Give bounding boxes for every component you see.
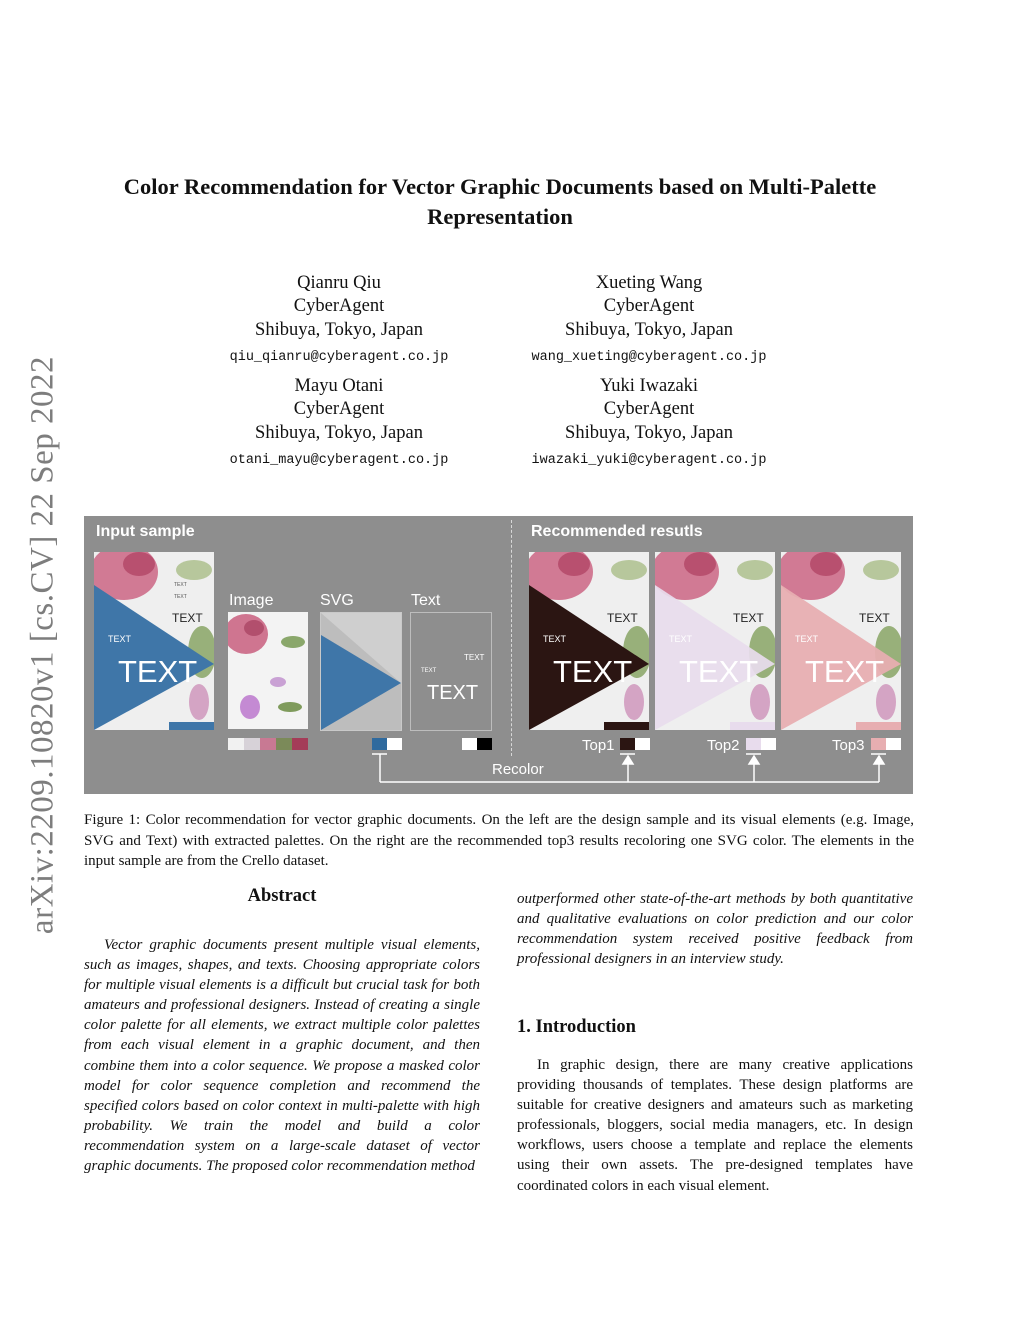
intro-text: In graphic design, there are many creative applications providing thousands of templates. These design platforms are suitable for creative designers and amateurs such as marketing professionals, bloggers, social media managers, etc. In design workflows, users choose a template and replace the elements using their own assets. The pre-designed templates have coordinated colors in each visual element. bbox=[517, 1057, 913, 1194]
abstract-text-continued: outperformed other state-of-the-art methods by both quantitative and qualitative evaluations on color prediction and our color recommendation system received positive feedback from professional designers in an interview study. bbox=[517, 891, 913, 968]
poster-text-tiny: TEXT bbox=[174, 582, 187, 588]
top3-label: Top3 bbox=[832, 737, 865, 754]
author-email[interactable]: iwazaki_yuki@cyberagent.co.jp bbox=[531, 452, 767, 468]
author-name: Qianru Qiu bbox=[297, 273, 381, 293]
author-location: Shibuya, Tokyo, Japan bbox=[255, 319, 423, 340]
svg-label: SVG bbox=[320, 592, 354, 609]
figure-1 bbox=[84, 516, 913, 794]
poster-text-big: TEXT bbox=[118, 654, 198, 689]
poster-text-big: TEXT bbox=[805, 654, 885, 689]
recolor-label: Recolor bbox=[492, 761, 544, 778]
author-location: Shibuya, Tokyo, Japan bbox=[565, 319, 733, 340]
author-block bbox=[499, 272, 799, 369]
arxiv-side-label: arXiv:2209.10820v1 [cs.CV] 22 Sep 2022 bbox=[24, 355, 61, 935]
poster-text-big: TEXT bbox=[553, 654, 633, 689]
recolor-arrows bbox=[84, 516, 913, 794]
poster-text-small: TEXT bbox=[543, 634, 567, 644]
author-org: CyberAgent bbox=[603, 399, 695, 420]
author-email[interactable]: otani_mayu@cyberagent.co.jp bbox=[229, 452, 449, 468]
author-email[interactable]: qiu_qianru@cyberagent.co.jp bbox=[229, 349, 449, 365]
poster-text-big: TEXT bbox=[679, 654, 759, 689]
poster-text-small: TEXT bbox=[669, 634, 693, 644]
abstract-text: Vector graphic documents present multiple visual elements, such as images, shapes, and texts. Choosing appropriate colors for multiple visual elements is a difficult but crucial task for both amateurs and professional designers. Instead of creating a single color palette for all elements, we extract multiple color palettes from each visual element in a graphic document, and then combine them into a color sequence. We propose a masked color model for color sequence completion and recommend the specified colors based on color context in multi-palette with high probability. We train the model and build a color recommendation system on a large-scale dataset of vector graphic documents. The proposed color recommendation method bbox=[84, 937, 480, 1175]
author-name: Mayu Otani bbox=[294, 376, 384, 396]
recommended-results-label: Recommended resutls bbox=[531, 523, 703, 540]
author-block bbox=[189, 272, 489, 369]
author-org: CyberAgent bbox=[293, 296, 385, 317]
poster-text-small: TEXT bbox=[733, 611, 764, 625]
author-block bbox=[499, 375, 799, 472]
poster-text-tiny: TEXT bbox=[464, 653, 485, 662]
author-location: Shibuya, Tokyo, Japan bbox=[565, 422, 733, 443]
author-org: CyberAgent bbox=[293, 399, 385, 420]
poster-text-small: TEXT bbox=[108, 634, 132, 644]
poster-text-small: TEXT bbox=[795, 634, 819, 644]
author-email[interactable]: wang_xueting@cyberagent.co.jp bbox=[531, 349, 767, 365]
poster-text-small: TEXT bbox=[607, 611, 638, 625]
poster-text-small: TEXT bbox=[172, 611, 203, 625]
author-block bbox=[189, 375, 489, 472]
poster-text-tiny: TEXT bbox=[174, 594, 187, 600]
author-location: Shibuya, Tokyo, Japan bbox=[255, 422, 423, 443]
top2-label: Top2 bbox=[707, 737, 740, 754]
image-label: Image bbox=[229, 592, 274, 609]
author-name: Xueting Wang bbox=[595, 273, 703, 293]
author-org: CyberAgent bbox=[603, 296, 695, 317]
paper-title: Color Recommendation for Vector Graphic Documents based on Multi-Palette Representation bbox=[123, 174, 877, 229]
poster-text-big: TEXT bbox=[427, 682, 479, 704]
top1-label: Top1 bbox=[582, 737, 615, 754]
abstract-heading: Abstract bbox=[247, 886, 317, 906]
poster-text-tiny: TEXT bbox=[421, 668, 437, 674]
poster-text-small: TEXT bbox=[859, 611, 890, 625]
figure-caption: Figure 1: Color recommendation for vector graphic documents. On the left are the design sample and its visual elements (e.g. Image, SVG and Text) with extracted palettes. On the right are the recommended top3 results recoloring one SVG color. The elements in the input sample are from the Crello dataset. bbox=[84, 812, 914, 869]
text-label: Text bbox=[411, 592, 441, 609]
section-heading: 1. Introduction bbox=[517, 1017, 636, 1037]
author-name: Yuki Iwazaki bbox=[599, 376, 699, 396]
input-sample-label: Input sample bbox=[96, 523, 195, 540]
